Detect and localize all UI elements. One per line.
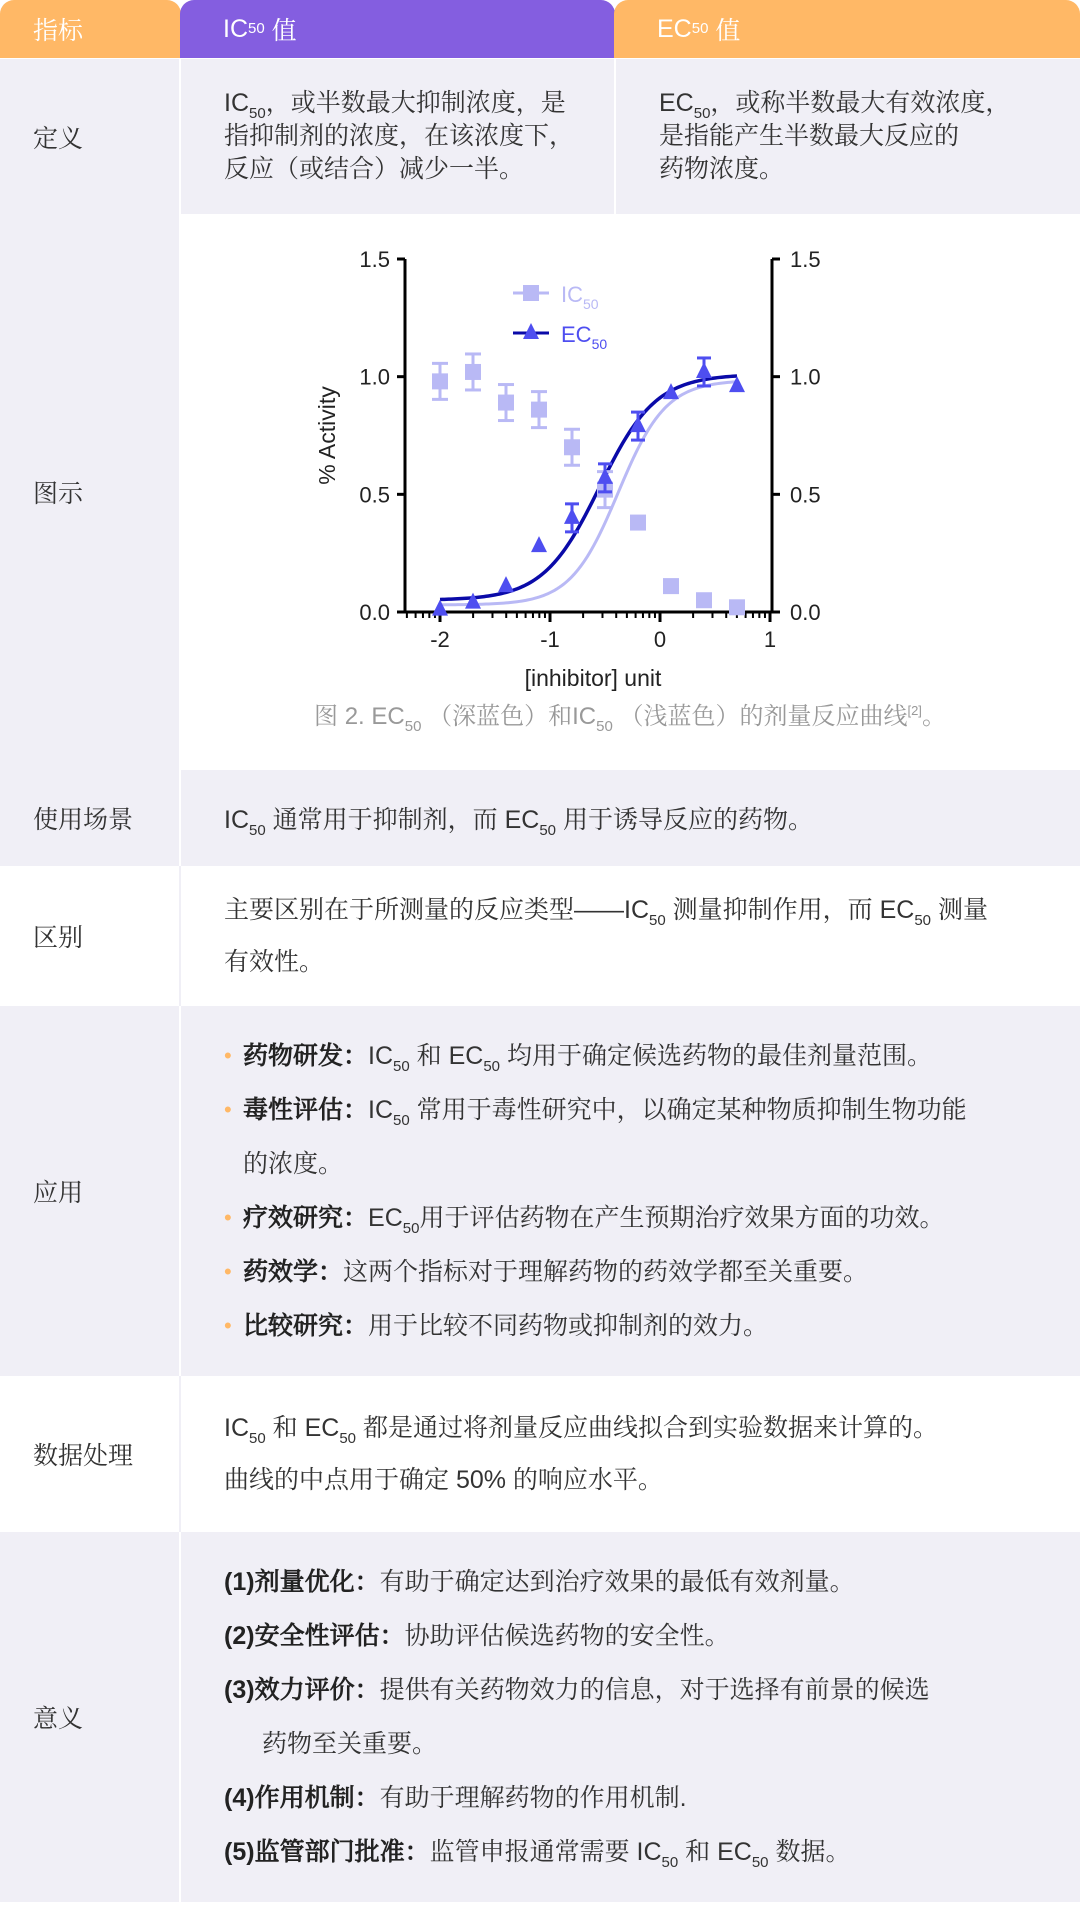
plot-area [314, 247, 821, 691]
text: 是指能产生半数最大反应的 [659, 122, 960, 150]
svg-text:IC50: $IC_{50}$ [561, 282, 599, 312]
text: IC [368, 1042, 394, 1070]
subscript: 50 [649, 912, 666, 929]
text: 药物浓度。 [659, 155, 785, 183]
bullet-icon: • [224, 1097, 232, 1122]
header-indicator [0, 0, 181, 58]
item-title: 药效学： [243, 1258, 344, 1286]
svg-text:0.0: 0.0 [790, 600, 821, 625]
difference-content [181, 866, 1080, 1006]
header-ic50: IC 50 值 [180, 0, 615, 58]
text: IC [368, 1096, 394, 1124]
list-item [224, 1083, 967, 1191]
text: 测量 [931, 896, 988, 924]
table-row-significance [0, 1532, 1080, 1902]
subscript: 50 [402, 1220, 420, 1237]
svg-text:0.5: 0.5 [790, 482, 821, 508]
chart-svg [181, 214, 1080, 770]
row-label: 定义 [0, 59, 181, 214]
svg-text:[inhibitor] unit: [inhibitor] unit [524, 665, 662, 691]
text: 的浓度。 [243, 1150, 344, 1178]
text: ，或称半数最大有效浓度， [710, 89, 1011, 117]
text: 均用于确定候选药物的最佳剂量范围。 [500, 1042, 932, 1070]
list-item [224, 1663, 930, 1771]
svg-text:1.5: 1.5 [790, 247, 821, 272]
svg-text:EC50: $EC_{50}$ [561, 322, 608, 352]
list-item [224, 1555, 930, 1609]
text: 都是通过将剂量反应曲线拟合到实验数据来计算的。 [356, 1414, 938, 1442]
usage-content [181, 770, 1080, 866]
caption-text: 。 [921, 703, 946, 730]
item-title: 监管部门批准： [254, 1838, 430, 1866]
caption-text: （浅蓝色）的剂量反应曲线 [612, 703, 908, 730]
table-row-difference [0, 866, 1080, 1006]
caption-sub: 50 [404, 718, 422, 735]
svg-text:0.5: 0.5 [359, 482, 390, 508]
figure-caption [280, 696, 980, 735]
bullet-icon: • [224, 1259, 232, 1284]
item-title: 剂量优化： [254, 1568, 380, 1596]
list-item [224, 1191, 967, 1245]
list-item [224, 1245, 967, 1299]
item-number: (5) [224, 1838, 255, 1866]
text: IC [224, 89, 249, 117]
subscript: 50 [339, 1430, 356, 1447]
text: 通常用于抑制剂，而 EC [265, 806, 540, 834]
item-title: 药物研发： [243, 1042, 369, 1070]
svg-text:1.5: 1.5 [359, 247, 390, 272]
citation-link[interactable]: [2] [907, 703, 922, 718]
list-item [224, 1609, 930, 1663]
text: IC [224, 806, 249, 834]
text: 药物至关重要。 [262, 1730, 438, 1758]
item-number: (2) [224, 1622, 255, 1650]
item-title: 比较研究： [243, 1312, 369, 1340]
subscript: 50 [249, 105, 266, 122]
bullet-icon: • [224, 1043, 232, 1068]
list-item [224, 1771, 930, 1825]
row-label: 数据处理 [0, 1376, 181, 1532]
row-label: 使用场景 [0, 770, 181, 866]
subscript: 50 [661, 1854, 679, 1871]
text: 有效性。 [224, 948, 325, 976]
text: 用于比较不同药物或抑制剂的效力。 [368, 1312, 769, 1340]
table-row-application [0, 1006, 1080, 1376]
bullet-icon: • [224, 1205, 232, 1230]
item-title: 作用机制： [254, 1784, 380, 1812]
svg-text:% Activity: % Activity [314, 386, 340, 485]
definition-ic50 [181, 59, 614, 214]
header-ec50-prefix: EC [657, 14, 692, 43]
text: EC [368, 1204, 403, 1232]
significance-content [181, 1532, 1080, 1902]
item-title: 安全性评估： [254, 1622, 405, 1650]
dose-response-chart [181, 214, 1080, 770]
text: 用于诱导反应的药物。 [556, 806, 813, 834]
text: 指抑制剂的浓度，在该浓度下， [224, 122, 575, 150]
text: 常用于毒性研究中，以确定某种物质抑制生物功能 [409, 1096, 967, 1124]
text: 有助于理解药物的作用机制. [379, 1784, 687, 1812]
subscript: 50 [249, 1430, 266, 1447]
bullet-icon: • [224, 1313, 232, 1338]
svg-text:1.0: 1.0 [359, 364, 390, 390]
caption-text: 图 2. EC [314, 703, 405, 730]
application-list [224, 1029, 967, 1353]
text: 曲线的中点用于确定 50% 的响应水平。 [224, 1466, 663, 1494]
subscript: 50 [249, 822, 266, 839]
text: ，或半数最大抑制浓度，是 [265, 89, 566, 117]
definition-ec50 [614, 59, 1080, 214]
svg-text:-2: -2 [430, 627, 450, 652]
text: 这两个指标对于理解药物的药效学都至关重要。 [343, 1258, 869, 1286]
text: 测量抑制作用，而 EC [665, 896, 915, 924]
text: IC [224, 1414, 249, 1442]
list-item [224, 1029, 967, 1083]
text: 和 EC [265, 1414, 340, 1442]
item-number: (3) [224, 1676, 255, 1704]
svg-text:0: 0 [653, 627, 667, 652]
svg-text:0.0: 0.0 [359, 600, 390, 625]
text: 反应（或结合）减少一半。 [224, 155, 525, 183]
text: 数据。 [768, 1838, 851, 1866]
header-ec50-suffix: 值 [715, 17, 741, 45]
row-label: 意义 [0, 1532, 181, 1902]
svg-text:1: 1 [763, 627, 777, 652]
table-header [0, 0, 1080, 58]
subscript: 50 [693, 105, 711, 122]
text: 有助于确定达到治疗效果的最低有效剂量。 [379, 1568, 855, 1596]
list-item [224, 1825, 930, 1879]
subscript: 50 [393, 1112, 410, 1129]
header-ic50-suffix: 值 [271, 17, 297, 45]
item-number: (4) [224, 1784, 255, 1812]
header-ic50-prefix: IC [223, 14, 248, 43]
item-number: (1) [224, 1568, 255, 1596]
text: 和 EC [409, 1042, 484, 1070]
item-title: 疗效研究： [243, 1204, 369, 1232]
table-row-definition [0, 58, 1080, 214]
text: 和 EC [678, 1838, 752, 1866]
row-label: 图示 [0, 214, 181, 770]
header-ec50: EC 50 值 [614, 0, 1080, 58]
caption-text: （深蓝色）和IC [421, 703, 597, 730]
caption-sub: 50 [596, 718, 613, 735]
application-content [181, 1006, 1080, 1376]
significance-list [224, 1555, 930, 1879]
text: 用于评估药物在产生预期治疗效果方面的功效。 [419, 1204, 945, 1232]
subscript: 50 [539, 822, 556, 839]
subscript: 50 [393, 1058, 410, 1075]
row-label: 应用 [0, 1006, 181, 1376]
list-item [224, 1299, 967, 1353]
svg-text:-1: -1 [540, 627, 560, 652]
table-row-data-processing [0, 1376, 1080, 1532]
table-row-illustration [0, 214, 1080, 770]
text: 监管申报通常需要 IC [429, 1838, 662, 1866]
subscript: 50 [751, 1854, 769, 1871]
item-title: 效力评价： [254, 1676, 380, 1704]
header-indicator-label: 指标 [33, 17, 84, 45]
text: EC [659, 89, 694, 117]
text: 主要区别在于所测量的反应类型——IC [224, 896, 650, 924]
text: 协助评估候选药物的安全性。 [404, 1622, 730, 1650]
svg-text:1.0: 1.0 [790, 364, 821, 390]
table-row-usage [0, 770, 1080, 866]
subscript: 50 [483, 1058, 501, 1075]
item-title: 毒性评估： [243, 1096, 369, 1124]
row-label: 区别 [0, 866, 181, 1006]
text: 提供有关药物效力的信息，对于选择有前景的候选 [379, 1676, 930, 1704]
subscript: 50 [914, 912, 932, 929]
data-processing-content [181, 1376, 1080, 1532]
